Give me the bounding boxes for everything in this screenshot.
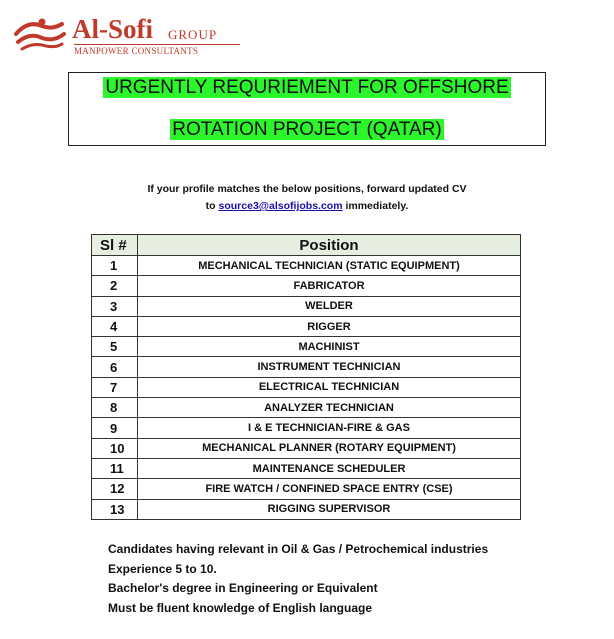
table-row (92, 418, 521, 438)
row-position: MECHANICAL TECHNICIAN (STATIC EQUIPMENT) (138, 256, 521, 276)
row-position: ELECTRICAL TECHNICIAN (138, 377, 521, 397)
row-sl: 7 (92, 377, 138, 397)
header-sl: Sl # (92, 235, 138, 256)
table-row (92, 316, 521, 336)
logo-tagline: MANPOWER CONSULTANTS (74, 46, 199, 56)
table-row (92, 357, 521, 377)
table-row (92, 499, 521, 519)
intro-suffix: immediately. (345, 200, 409, 212)
headline-line-2 (69, 119, 545, 141)
row-sl: 4 (92, 316, 138, 336)
row-sl: 6 (92, 357, 138, 377)
row-position: INSTRUMENT TECHNICIAN (138, 357, 521, 377)
table-row (92, 256, 521, 276)
row-sl: 1 (92, 256, 138, 276)
headline-box (68, 72, 546, 146)
headline-line-1 (69, 77, 545, 99)
row-position: RIGGING SUPERVISOR (138, 499, 521, 519)
table-row (92, 398, 521, 418)
requirements-notes (108, 540, 488, 619)
logo-brand-suffix: GROUP (168, 27, 218, 42)
row-position: MECHANICAL PLANNER (ROTARY EQUIPMENT) (138, 438, 521, 458)
table-row (92, 276, 521, 296)
table-row (92, 377, 521, 397)
note-line: Bachelor's degree in Engineering or Equivalent (108, 581, 378, 596)
row-sl: 9 (92, 418, 138, 438)
row-sl: 2 (92, 276, 138, 296)
hands-logo-icon (12, 16, 68, 54)
row-sl: 13 (92, 499, 138, 519)
note-line: Experience 5 to 10. (108, 561, 217, 576)
table-row (92, 438, 521, 458)
headline-text-2: ROTATION PROJECT (QATAR) (172, 119, 442, 140)
company-logo (12, 14, 232, 58)
intro-line-1: If your profile matches the below positions, forward updated CV (147, 183, 467, 195)
logo-divider (74, 44, 240, 45)
note-line: Candidates having relevant in Oil & Gas / Petrochemical industries (108, 542, 489, 556)
row-sl: 3 (92, 296, 138, 316)
headline-text-1: URGENTLY REQURIEMENT FOR OFFSHORE (105, 77, 509, 98)
row-sl: 11 (92, 458, 138, 478)
row-sl: 10 (92, 438, 138, 458)
table-row (92, 337, 521, 357)
row-position: ANALYZER TECHNICIAN (138, 398, 521, 418)
email-link[interactable]: source3@alsofijobs.com (218, 200, 343, 212)
header-position: Position (138, 235, 521, 256)
row-sl: 8 (92, 398, 138, 418)
row-position: FIRE WATCH / CONFINED SPACE ENTRY (CSE) (138, 479, 521, 499)
intro-text (0, 181, 614, 215)
table-row (92, 458, 521, 478)
row-position: I & E TECHNICIAN-FIRE & GAS (138, 418, 521, 438)
table-header-row (92, 235, 521, 256)
intro-line-2 (0, 198, 614, 215)
row-sl: 12 (92, 479, 138, 499)
intro-prefix: to (205, 200, 216, 212)
row-position: WELDER (138, 296, 521, 316)
logo-brand: Al-Sofi (72, 14, 153, 44)
positions-table (91, 234, 521, 520)
note-line: Must be fluent knowledge of English language (108, 601, 373, 616)
row-position: FABRICATOR (138, 276, 521, 296)
row-position: RIGGER (138, 316, 521, 336)
row-position: MACHINIST (138, 337, 521, 357)
row-position: MAINTENANCE SCHEDULER (138, 458, 521, 478)
row-sl: 5 (92, 337, 138, 357)
table-row (92, 479, 521, 499)
table-row (92, 296, 521, 316)
